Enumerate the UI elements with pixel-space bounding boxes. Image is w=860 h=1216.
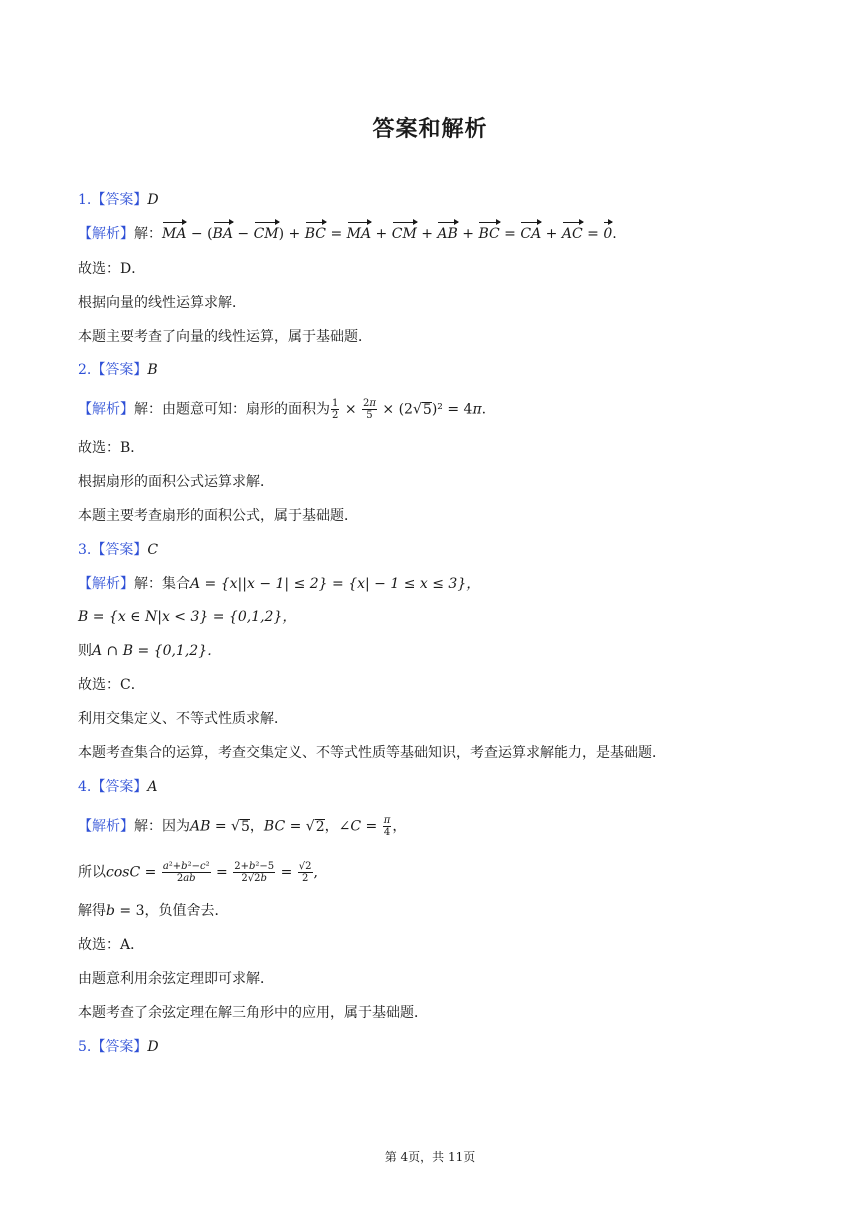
- method-1: 根据向量的线性运算求解．: [78, 295, 246, 311]
- set-b-definition: B = {x ∈ N|x < 3} = {0,1,2}，: [78, 609, 297, 625]
- conclusion-1: 故选：D．: [78, 261, 146, 277]
- answer-value: D: [147, 1039, 159, 1055]
- result-prefix: 则: [78, 643, 92, 659]
- conclusion-4: 故选：A．: [78, 937, 145, 953]
- explanation-tag: 【解析】: [78, 401, 134, 418]
- answer-label: 3.【答案】: [78, 542, 148, 558]
- comment-4: 本题考查了余弦定理在解三角形中的应用，属于基础题．: [78, 1005, 428, 1021]
- explanation-tag: 【解析】: [78, 576, 134, 592]
- answer-label: 5.【答案】: [78, 1039, 148, 1055]
- answer-label: 2.【答案】: [78, 362, 148, 378]
- answer-heading-3: [78, 540, 158, 560]
- answer-heading-4: [78, 777, 157, 797]
- method-3: 利用交集定义、不等式性质求解．: [78, 711, 288, 727]
- answer-value: A: [147, 779, 158, 795]
- explanation-2: 【解析】解：由题意可知：扇形的面积为 $\frac{1}{2}$ × $\frac{2\pi}{5}$ × (2√5)² = 4π.: [78, 398, 487, 421]
- answer-value: C: [147, 542, 159, 558]
- explanation-tag: 【解析】: [78, 226, 134, 242]
- intersection-result: [78, 641, 221, 661]
- explanation-lead: 解：集合: [134, 576, 190, 592]
- solve-prefix: 解得: [78, 903, 106, 919]
- explanation-4: 【解析】解：因为AB = √5，BC = √2，∠C = $\frac{\pi}{4}$ ，: [78, 815, 407, 838]
- solve-result: 解得b = 3，负值舍去．: [78, 903, 229, 919]
- conclusion-2: 故选：B．: [78, 440, 145, 456]
- comment-3: 本题考查集合的运算，考查交集定义、不等式性质等基础知识，考查运算求解能力，是基础题．: [78, 745, 666, 761]
- method-4: 由题意利用余弦定理即可求解．: [78, 971, 274, 987]
- comment-1: 本题主要考查了向量的线性运算，属于基础题．: [78, 329, 372, 345]
- explanation-tag: 【解析】: [78, 818, 134, 835]
- answer-label: 1.【答案】: [78, 192, 148, 208]
- explanation-1: 【解析】解：MA − (BA − CM) + BC = MA + CM + AB + BC = CA + AC = 0.: [78, 226, 617, 242]
- cosine-formula: 所以cosC = $\frac{\text{a²+b²−c²}}{2ab}$ = $\frac{\text{2+b²−5}}{2√2b}$ = $\frac{√2}{2}$ ,: [78, 861, 318, 884]
- set-a-definition: A = {x||x − 1| ≤ 2} = {x| − 1 ≤ x ≤ 3}，: [190, 576, 481, 592]
- answer-label: 4.【答案】: [78, 779, 148, 795]
- explanation-lead: 解：: [134, 226, 162, 242]
- explanation-lead: 解：因为: [134, 818, 190, 835]
- answer-value: B: [147, 362, 158, 378]
- conclusion-3: 故选：C．: [78, 677, 145, 693]
- answer-heading-5: [78, 1037, 159, 1057]
- explanation-lead: 解：由题意可知：扇形的面积为: [134, 401, 330, 418]
- comment-2: 本题主要考查扇形的面积公式，属于基础题．: [78, 508, 358, 524]
- method-2: 根据扇形的面积公式运算求解．: [78, 474, 274, 490]
- result-math: A ∩ B = {0,1,2}．: [92, 643, 222, 659]
- page-footer: 第 4页，共 11页: [384, 1150, 476, 1164]
- solve-tail: ，负值舍去．: [144, 903, 229, 919]
- answer-heading-2: [78, 360, 158, 380]
- formula-prefix: 所以: [78, 864, 106, 881]
- page-title: 答案和解析: [372, 117, 488, 142]
- answer-value: D: [147, 192, 159, 208]
- explanation-3: [78, 574, 480, 594]
- answer-heading-1: [78, 190, 159, 210]
